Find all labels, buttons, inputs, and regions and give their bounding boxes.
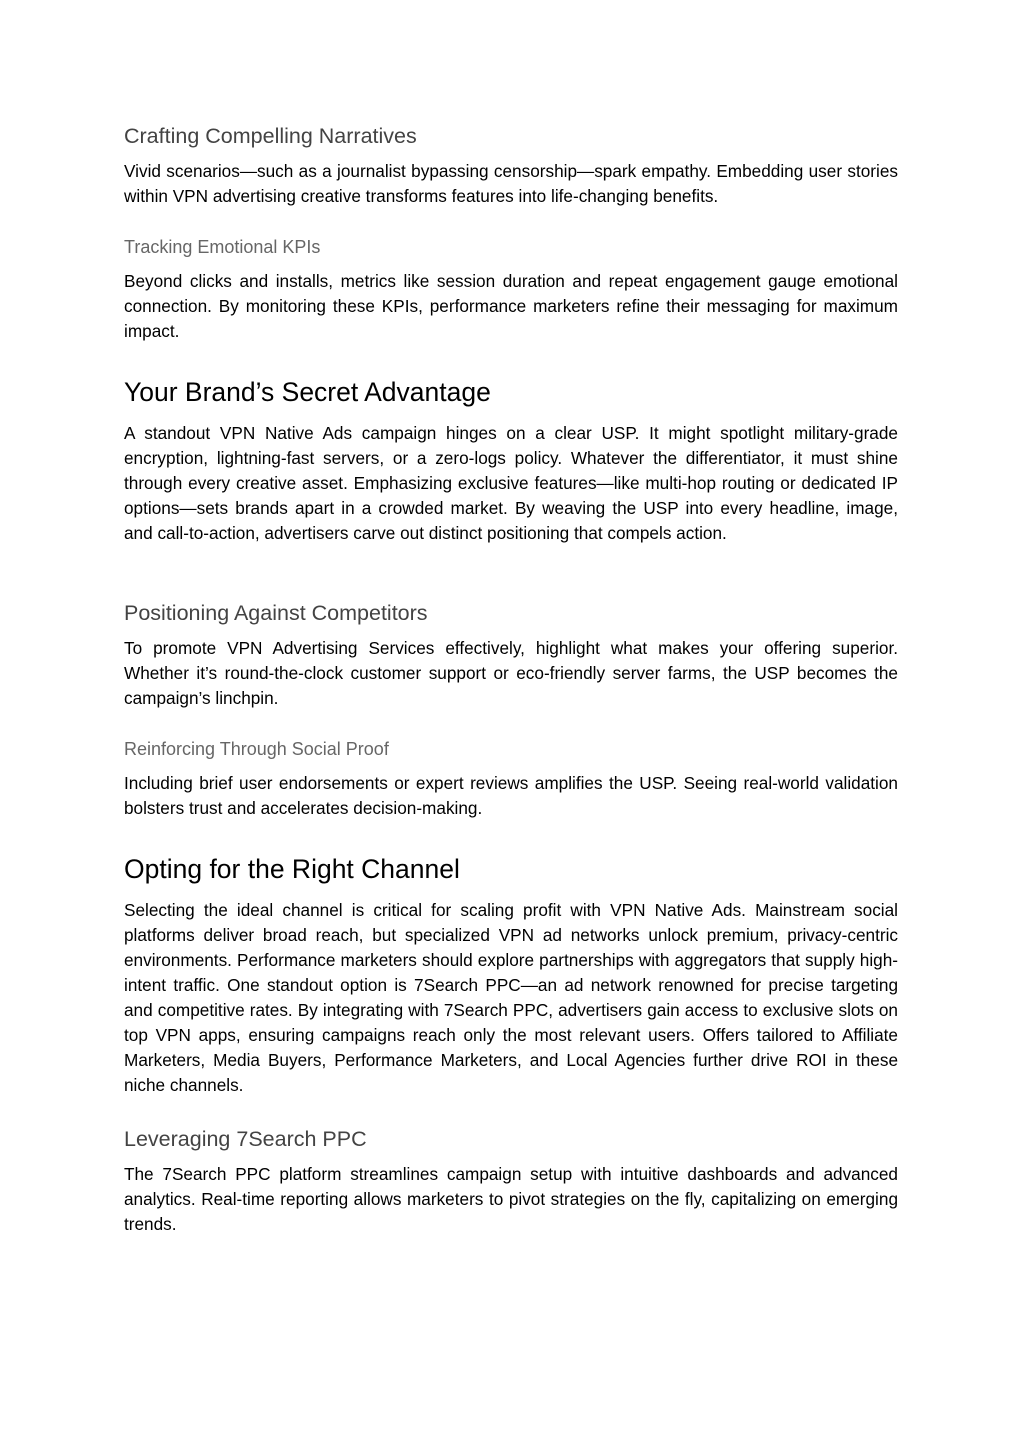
section-your-brands-secret-advantage <box>124 376 898 546</box>
section-crafting-compelling-narratives <box>124 122 898 209</box>
section-heading: Reinforcing Through Social Proof <box>124 739 389 759</box>
section-heading: Crafting Compelling Narratives <box>124 124 417 148</box>
section-body: Selecting the ideal channel is critical for scaling profit with VPN Native Ads. Mainstream social platforms deliver broad reach, but specialized VPN ad networks unlock premium, privacy-centric environments. Performance marketers should explore partnerships with aggregators that supply high-intent traffic. One standout option is 7Search PPC—an ad network renowned for precise targeting and competitive rates. By integrating with 7Search PPC, advertisers gain access to exclusive slots on top VPN apps, ensuring campaigns reach only the most relevant users. Offers tailored to Affiliate Marketers, Media Buyers, Performance Marketers, and Local Agencies further drive ROI in these niche channels. <box>124 900 898 1095</box>
section-body: To promote VPN Advertising Services effectively, highlight what makes your offering superior. Whether it’s round-the-clock customer support or eco-friendly server farms, the USP becomes the campaign’s linchpin. <box>124 638 898 708</box>
section-positioning-against-competitors <box>124 599 898 711</box>
section-heading: Your Brand’s Secret Advantage <box>124 377 491 407</box>
section-body: Vivid scenarios—such as a journalist bypassing censorship—spark empathy. Embedding user stories within VPN advertising creative transforms features into life-changing benefits. <box>124 161 898 206</box>
section-tracking-emotional-kpis <box>124 235 898 344</box>
section-leveraging-7search-ppc <box>124 1125 898 1237</box>
section-reinforcing-through-social-proof <box>124 737 898 821</box>
section-opting-for-the-right-channel <box>124 853 898 1098</box>
section-heading: Opting for the Right Channel <box>124 854 460 884</box>
section-body: Beyond clicks and installs, metrics like session duration and repeat engagement gauge emotional connection. By monitoring these KPIs, performance marketers refine their messaging for maximum impact. <box>124 271 898 341</box>
section-body: Including brief user endorsements or expert reviews amplifies the USP. Seeing real-world validation bolsters trust and accelerates decision-making. <box>124 773 898 818</box>
section-body: The 7Search PPC platform streamlines campaign setup with intuitive dashboards and advanced analytics. Real-time reporting allows marketers to pivot strategies on the fly, capitalizing on emerging trends. <box>124 1164 898 1234</box>
section-heading: Tracking Emotional KPIs <box>124 237 321 257</box>
section-heading: Positioning Against Competitors <box>124 601 428 625</box>
section-body: A standout VPN Native Ads campaign hinges on a clear USP. It might spotlight military-grade encryption, lightning-fast servers, or a zero-logs policy. Whatever the differentiator, it must shine through every creative asset. Emphasizing exclusive features—like multi-hop routing or dedicated IP options—sets brands apart in a crowded market. By weaving the USP into every headline, image, and call-to-action, advertisers carve out distinct positioning that compels action. <box>124 423 898 543</box>
section-heading: Leveraging 7Search PPC <box>124 1127 367 1151</box>
